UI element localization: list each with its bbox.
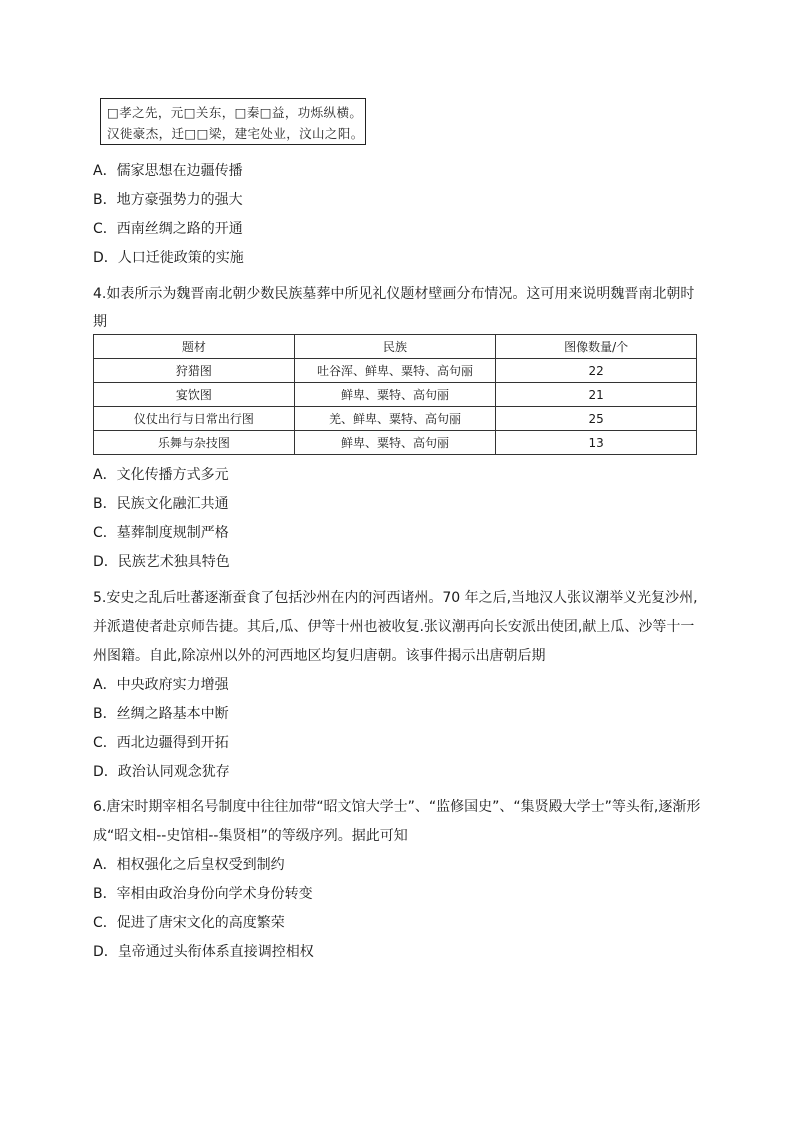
inscription-box [100, 98, 366, 145]
table-cell: 乐舞与杂技图 [94, 431, 295, 455]
table-row [94, 359, 697, 383]
table-cell: 13 [496, 431, 697, 455]
table-header-cell: 题材 [94, 335, 295, 359]
table-row [94, 383, 697, 407]
q4-option-c: C．墓葬制度规制严格 [93, 525, 229, 541]
q3-option-a: A．儒家思想在边疆传播 [93, 163, 243, 179]
q6-stem-line-2: 成“昭文相--史馆相--集贤相”的等级序列。据此可知 [93, 828, 408, 844]
inscription-line-2: 汉徙豪杰，迁□□梁，建宅处业，汶山之阳。 [107, 126, 364, 141]
q5-stem-line-2: 并派遣使者赴京师告捷。其后,瓜、伊等十州也被收复.张议潮再向长安派出使团,献上瓜、沙等十一 [93, 619, 695, 635]
table-cell: 25 [496, 407, 697, 431]
table-header-cell: 图像数量/个 [496, 335, 697, 359]
q5-option-d: D．政治认同观念犹存 [93, 764, 230, 780]
q4-stem-line-1: 4.如表所示为魏晋南北朝少数民族墓葬中所见礼仪题材壁画分布情况。这可用来说明魏晋南北朝时 [93, 286, 695, 302]
q6-stem-line-1: 6.唐宋时期宰相名号制度中往往加带“昭文馆大学士”、“监修国史”、“集贤殿大学士”等头衔,逐渐形 [93, 799, 701, 815]
q6-option-d: D．皇帝通过头衔体系直接调控相权 [93, 944, 314, 960]
q5-stem-line-1: 5.安史之乱后吐蕃逐渐蚕食了包括沙州在内的河西诸州。70 年之后,当地汉人张议潮举义光复沙州, [93, 590, 698, 606]
table-cell: 宴饮图 [94, 383, 295, 407]
q4-option-d: D．民族艺术独具特色 [93, 554, 230, 570]
q4-table [93, 334, 697, 455]
q6-option-c: C．促进了唐宋文化的高度繁荣 [93, 915, 285, 931]
table-cell: 狩猎图 [94, 359, 295, 383]
q3-option-c: C．西南丝绸之路的开通 [93, 221, 243, 237]
q5-option-b: B．丝绸之路基本中断 [93, 706, 229, 722]
table-cell: 仪仗出行与日常出行图 [94, 407, 295, 431]
q5-option-a: A．中央政府实力增强 [93, 677, 229, 693]
table-row [94, 431, 697, 455]
q6-option-b: B．宰相由政治身份向学术身份转变 [93, 886, 313, 902]
q6-option-a: A．相权强化之后皇权受到制约 [93, 857, 285, 873]
table-cell: 22 [496, 359, 697, 383]
table-header-cell: 民族 [294, 335, 496, 359]
q4-stem-line-2: 期 [93, 314, 107, 330]
q3-option-b: B．地方豪强势力的强大 [93, 192, 243, 208]
q3-option-d: D．人口迁徙政策的实施 [93, 250, 244, 266]
q5-stem-line-3: 州图籍。自此,除凉州以外的河西地区均复归唐朝。该事件揭示出唐朝后期 [93, 648, 546, 664]
table-cell: 鲜卑、粟特、高句丽 [294, 383, 496, 407]
q5-option-c: C．西北边疆得到开拓 [93, 735, 229, 751]
table-cell: 鲜卑、粟特、高句丽 [294, 431, 496, 455]
table-row [94, 407, 697, 431]
inscription-line-1: □孝之先，元□关东，□秦□益，功烁纵横。 [107, 105, 363, 120]
q4-option-a: A．文化传播方式多元 [93, 467, 229, 483]
q4-option-b: B．民族文化融汇共通 [93, 496, 229, 512]
table-cell: 羌、鲜卑、粟特、高句丽 [294, 407, 496, 431]
table-header-row [94, 335, 697, 359]
table-cell: 21 [496, 383, 697, 407]
table-cell: 吐谷浑、鲜卑、粟特、高句丽 [294, 359, 496, 383]
